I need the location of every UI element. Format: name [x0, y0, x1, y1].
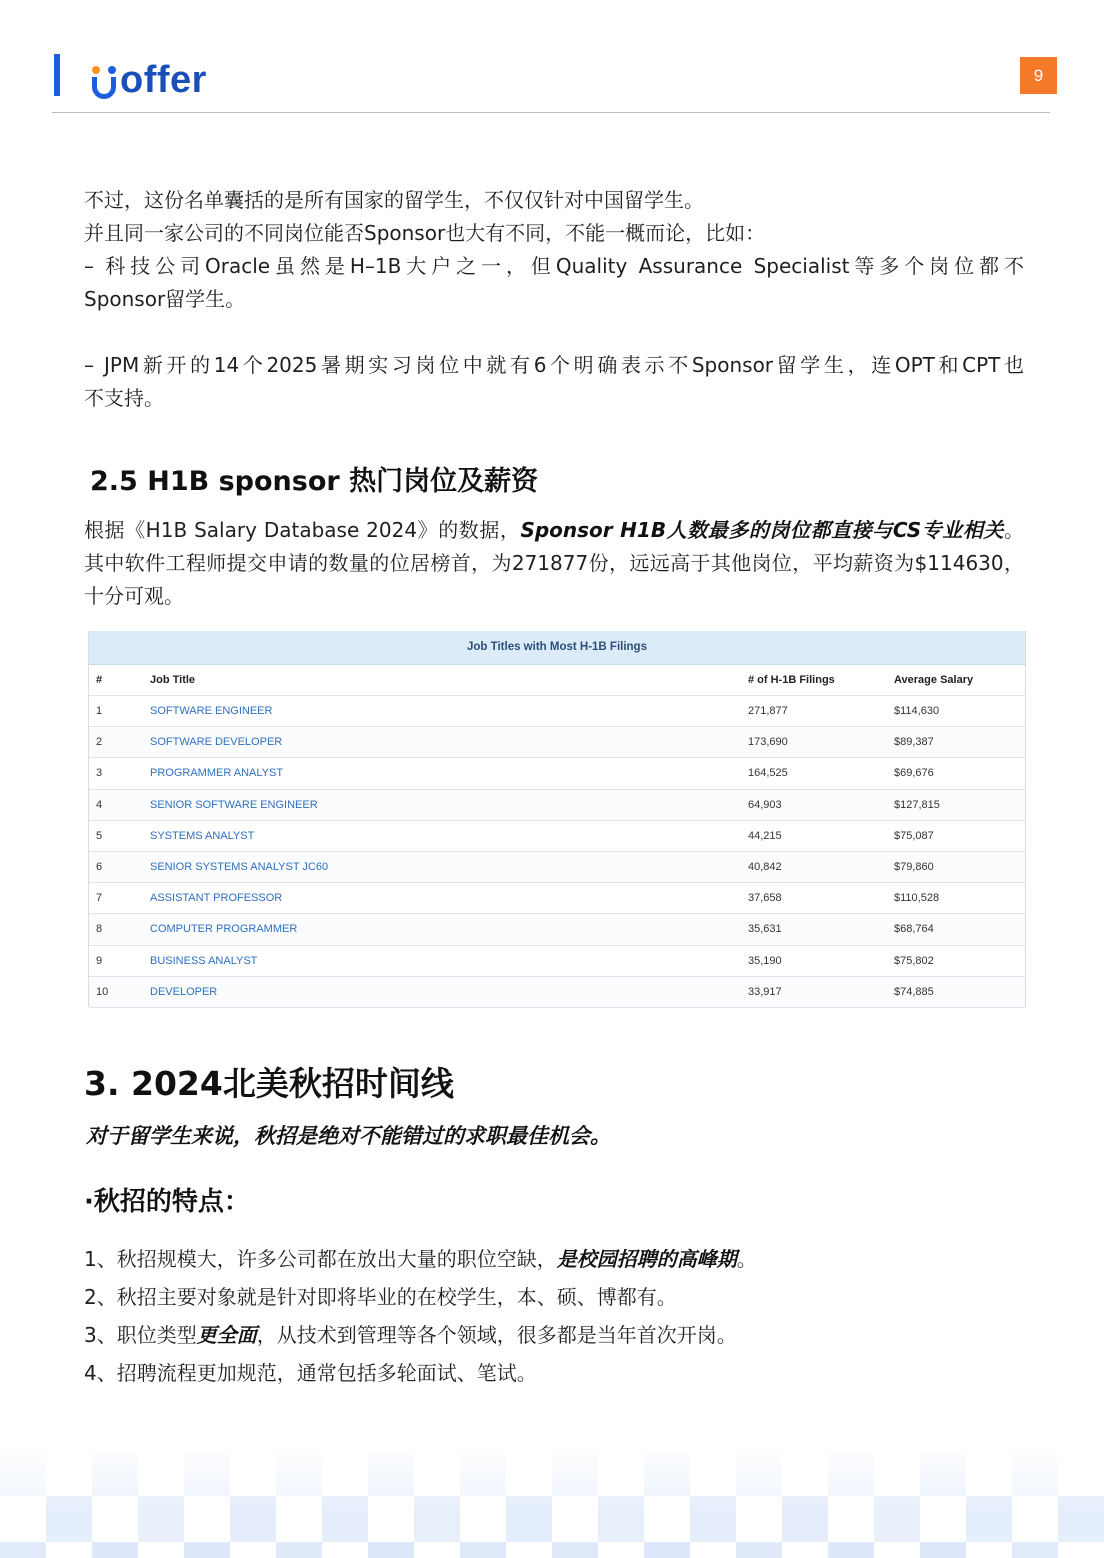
list-item — [84, 1280, 1044, 1318]
row-job-title[interactable]: SYSTEMS ANALYST — [150, 829, 255, 842]
row-salary: $127,815 — [894, 798, 940, 811]
bullet-oracle-line1: – 科技公司Oracle虽然是H–1B大户之一，但Quality Assurance Specialist等多个岗位都不 — [84, 254, 1024, 278]
bullet-oracle-line2: Sponsor留学生。 — [84, 287, 246, 311]
row-num: 10 — [96, 985, 109, 998]
row-salary: $69,676 — [894, 767, 934, 780]
fall-recruiting-features-list — [84, 1242, 1044, 1394]
bullet-jpm-line2: 不支持。 — [84, 386, 164, 410]
row-salary: $74,885 — [894, 985, 934, 998]
list-item-text: 3、职位类型 — [84, 1323, 197, 1347]
section-3-subheading: ·秋招的特点： — [84, 1187, 250, 1217]
row-job-title[interactable]: SOFTWARE DEVELOPER — [150, 736, 283, 749]
row-num: 3 — [96, 767, 103, 780]
list-item-text: 4、招聘流程更加规范，通常包括多轮面试、笔试。 — [84, 1361, 537, 1385]
header-divider — [52, 112, 1050, 113]
list-item — [84, 1356, 1044, 1394]
row-num: 4 — [96, 798, 103, 811]
list-item-emphasis: 是校园招聘的高峰期 — [556, 1247, 737, 1271]
row-filings: 44,215 — [748, 829, 782, 842]
header-num: # — [96, 674, 103, 686]
row-filings: 40,842 — [748, 860, 782, 873]
list-item-text: 2、秋招主要对象就是针对即将毕业的在校学生，本、硕、博都有。 — [84, 1285, 677, 1309]
table-header-row — [89, 665, 1025, 696]
row-salary: $89,387 — [894, 736, 934, 749]
row-salary: $79,860 — [894, 860, 934, 873]
row-num: 5 — [96, 829, 103, 842]
intro-line: 不过，这份名单囊括的是所有国家的留学生，不仅仅针对中国留学生。 — [84, 188, 704, 212]
table-body — [89, 696, 1025, 1008]
uoffer-logo — [90, 52, 207, 100]
table-row — [89, 852, 1025, 883]
list-item-emphasis: 更全面 — [196, 1323, 257, 1347]
row-job-title[interactable]: BUSINESS ANALYST — [150, 954, 258, 967]
intro-text — [84, 184, 1024, 415]
row-filings: 37,658 — [748, 892, 782, 905]
section-heading-2-5: 2.5 H1B sponsor 热门岗位及薪资 — [90, 466, 539, 497]
bullet-jpm-line1: – JPM新开的14个2025暑期实习岗位中就有6个明确表示不Sponsor留学生，连OPT和CPT也 — [84, 353, 1024, 377]
row-filings: 35,631 — [748, 923, 782, 936]
logo-text: offer — [120, 59, 207, 101]
table-row — [89, 977, 1025, 1008]
table-caption: Job Titles with Most H-1B Filings — [89, 631, 1025, 665]
table-row — [89, 696, 1025, 727]
table-row — [89, 821, 1025, 852]
table-row — [89, 946, 1025, 977]
row-filings: 35,190 — [748, 954, 782, 967]
row-job-title[interactable]: ASSISTANT PROFESSOR — [150, 892, 283, 905]
row-num: 9 — [96, 954, 103, 967]
row-job-title[interactable]: PROGRAMMER ANALYST — [150, 767, 284, 780]
section-2-5-paragraph — [84, 514, 1024, 613]
row-filings: 164,525 — [748, 767, 788, 780]
para-prefix: 根据《H1B Salary Database 2024》的数据， — [84, 518, 521, 542]
para-emphasis: Sponsor H1B人数最多的岗位都直接与CS专业相关 — [520, 518, 1004, 542]
row-filings: 271,877 — [748, 705, 788, 717]
table-row — [89, 727, 1025, 758]
row-job-title[interactable]: DEVELOPER — [150, 985, 218, 998]
row-job-title[interactable]: COMPUTER PROGRAMMER — [150, 923, 298, 936]
row-job-title[interactable]: SENIOR SOFTWARE ENGINEER — [150, 798, 318, 811]
table-row — [89, 883, 1025, 914]
row-num: 6 — [96, 860, 103, 873]
footer-checker-decoration — [0, 1440, 1104, 1558]
list-item-text: 1、秋招规模大，许多公司都在放出大量的职位空缺， — [84, 1247, 557, 1271]
row-num: 1 — [96, 705, 103, 717]
header-accent-bar — [54, 54, 60, 96]
row-filings: 173,690 — [748, 736, 788, 749]
row-num: 2 — [96, 736, 103, 749]
list-item-tail: ，从技术到管理等各个领域，很多都是当年首次开岗。 — [256, 1323, 737, 1347]
row-salary: $75,087 — [894, 829, 934, 842]
row-salary: $68,764 — [894, 923, 934, 936]
header-salary: Average Salary — [894, 674, 974, 686]
section-3-lead: 对于留学生来说，秋招是绝对不能错过的求职最佳机会。 — [86, 1124, 611, 1148]
row-salary: $110,528 — [894, 892, 940, 905]
logo-u-mark-icon — [90, 60, 118, 100]
para-rest: 。其中软件工程师提交申请的数量的位居榜首，为271877份，远远高于其他岗位，平均薪资为$114630，十分可观。 — [84, 518, 1024, 608]
row-salary: $114,630 — [894, 705, 940, 717]
header-filings: # of H-1B Filings — [748, 674, 835, 686]
list-item — [84, 1318, 1044, 1356]
row-num: 7 — [96, 892, 103, 905]
page-number-badge: 9 — [1020, 57, 1057, 94]
header-job-title: Job Title — [150, 674, 196, 686]
table-row — [89, 914, 1025, 945]
row-filings: 33,917 — [748, 985, 782, 998]
section-heading-3: 3. 2024北美秋招时间线 — [84, 1064, 454, 1103]
list-item-tail: 。 — [736, 1247, 757, 1271]
row-filings: 64,903 — [748, 798, 782, 811]
row-job-title[interactable]: SENIOR SYSTEMS ANALYST JC60 — [150, 860, 329, 873]
table-row — [89, 790, 1025, 821]
h1b-filings-table — [88, 631, 1026, 1007]
row-job-title[interactable]: SOFTWARE ENGINEER — [150, 705, 273, 717]
row-num: 8 — [96, 923, 103, 936]
table-row — [89, 758, 1025, 789]
row-salary: $75,802 — [894, 954, 934, 967]
list-item — [84, 1242, 1044, 1280]
intro-line: 并且同一家公司的不同岗位能否Sponsor也大有不同，不能一概而论，比如： — [84, 221, 766, 245]
